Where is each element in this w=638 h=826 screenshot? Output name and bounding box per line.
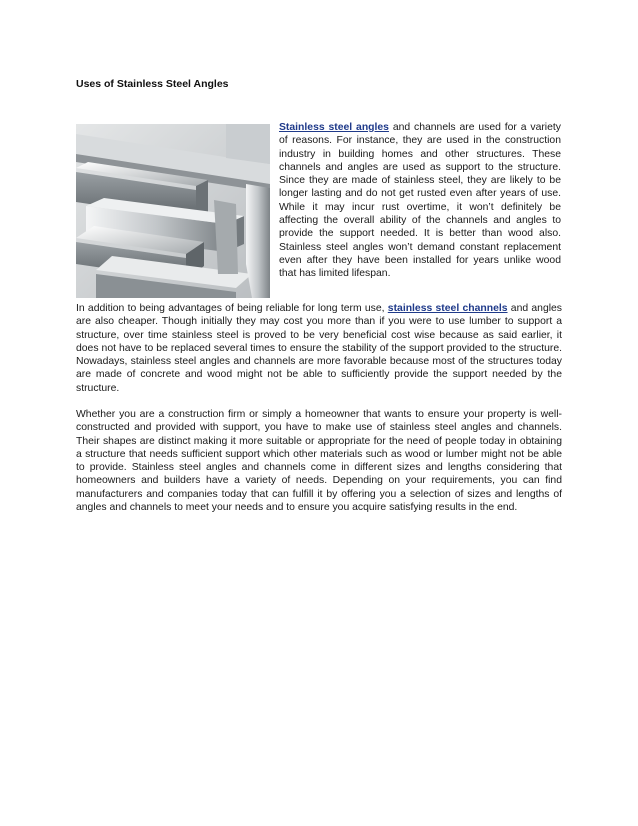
intro-text: and channels are used for a variety of reasons. For instance, they are used in the construction industry in building homes and other structures. These channels and angles are used as support to the structure. Since they are made of stainless steel, they are likely to be longer lasting and do not get rusted even after years of use. While it may incur rust overtime, it won’t definitely be affecting the overall ability of the channels and angles to provide the support needed. It is better than wood also. Stainless steel angles won’t demand constant replacement even after they have been installed for years unlike wood that has limited lifespan. xyxy=(279,122,561,280)
stainless-steel-angles-image xyxy=(76,124,270,298)
cost-paragraph xyxy=(76,302,562,395)
cost-text-after: and angles are also cheaper. Though initially they may cost you more than if you were to use lumber to support a structure, over time stainless steel is proved to be very beneficial cost wise because as said earlier, it does not have to be replaced several times to ensure the stability of the support provided to the structure. Nowadays, stainless steel angles and channels are more favorable because most of the structures today are made of concrete and wood might not be able to sufficiently provide the support needed by the structure. xyxy=(76,303,563,394)
cost-text-before: In addition to being advantages of being reliable for long term use, xyxy=(76,303,388,314)
steel-angles-illustration xyxy=(76,124,270,298)
intro-paragraph xyxy=(279,121,561,281)
page-title: Uses of Stainless Steel Angles xyxy=(76,78,229,90)
stainless-steel-channels-link[interactable]: stainless steel channels xyxy=(387,303,508,314)
stainless-steel-angles-link[interactable]: Stainless steel angles xyxy=(279,122,389,133)
usage-paragraph: Whether you are a construction firm or simply a homeowner that wants to ensure your property is well-constructed and provided with support, you have to make use of stainless steel angles and channels. Their shapes are distinct making it more suitable or appropriate for the need of people today in obtaining a structure that needs sufficient support which other materials such as wood or lumber might not be able to provide. Stainless steel angles and channels come in different sizes and lengths considering that homeowners and builders have a variety of needs. Depending on your requirements, you can find manufacturers and companies today that can fulfill it by offering you a selection of sizes and lengths of angles and channels to meet your needs and to ensure you acquire satisfying results in the end. xyxy=(76,409,562,514)
